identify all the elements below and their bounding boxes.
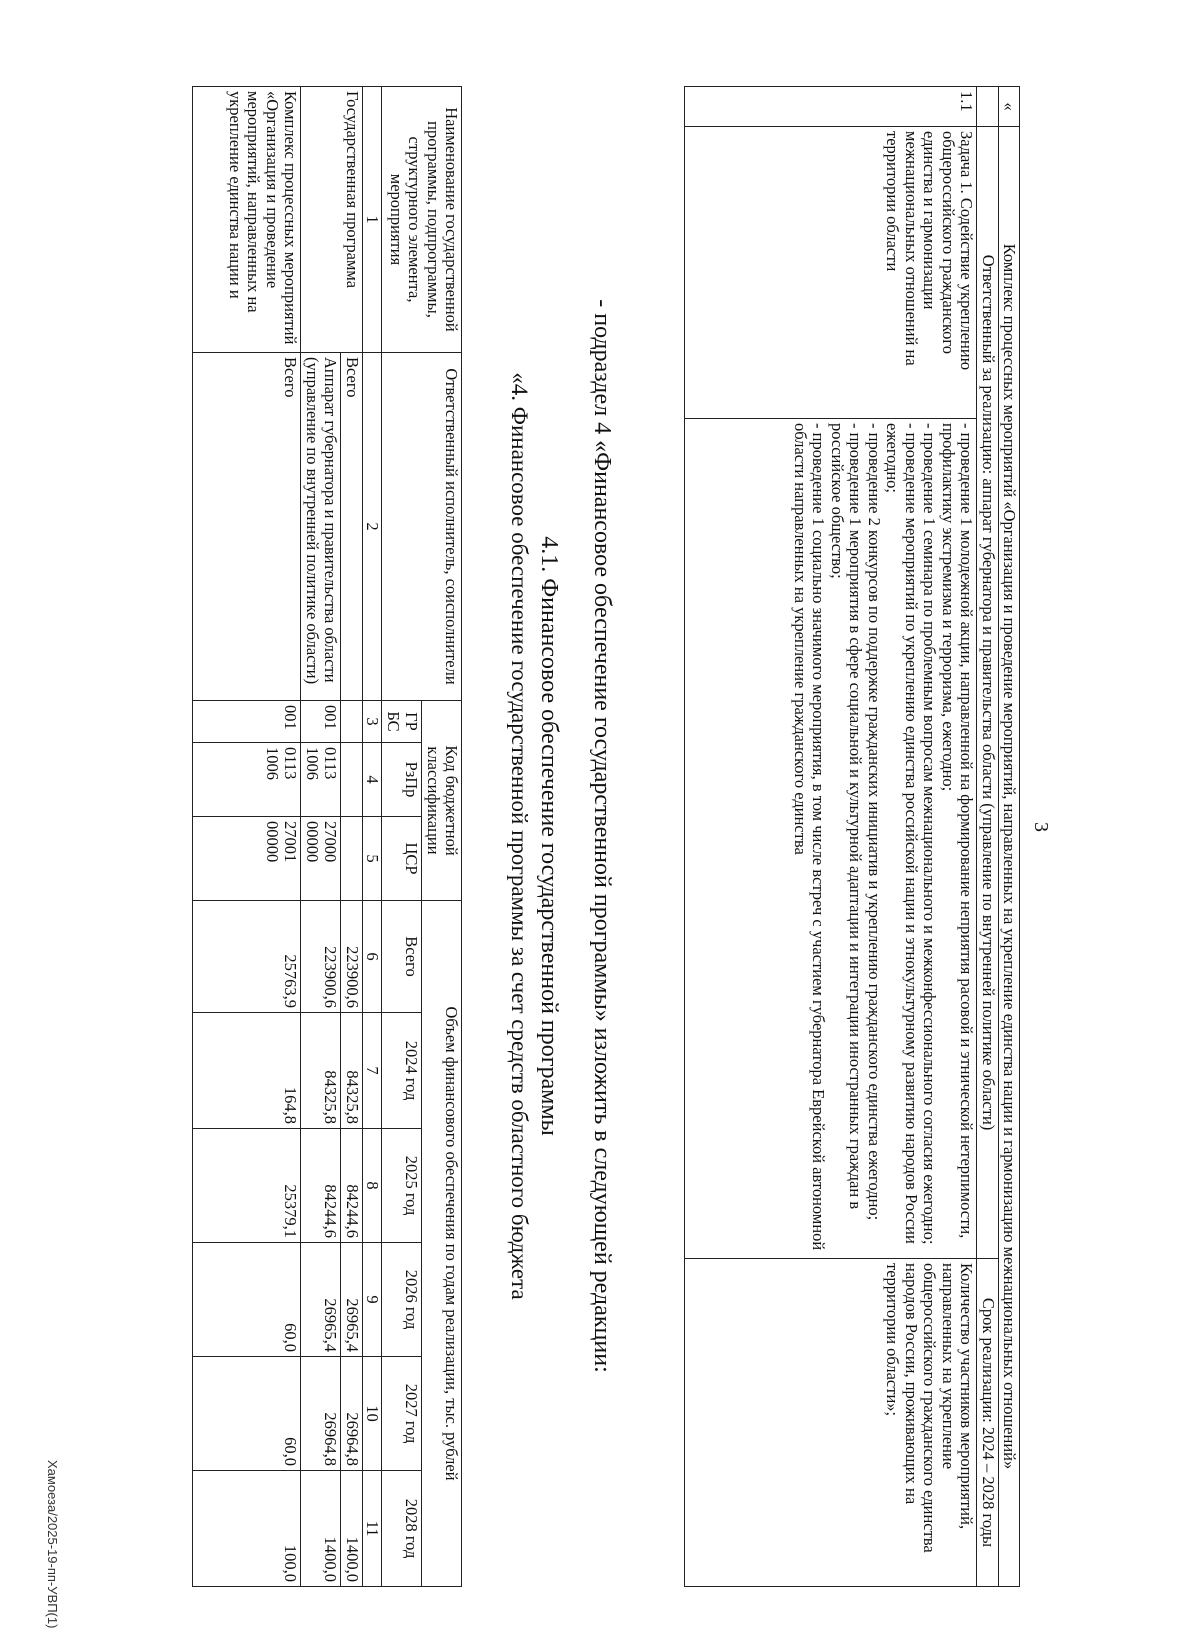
row-grbs: 001 — [193, 701, 301, 743]
row-2028: 100,0 — [193, 1471, 301, 1587]
row-rzpr — [341, 743, 362, 817]
column-number: 7 — [362, 1013, 381, 1129]
header-2024: 2024 год — [382, 1013, 422, 1129]
finance-table-title: «4. Финансовое обеспечение государственной программы за счет средств областного бюджета — [507, 372, 532, 1300]
header-name: Наименование государственной программы, подпрограммы, структурного элемента, мероприятия — [382, 87, 462, 353]
row-2024: 84325,8 — [301, 1013, 341, 1129]
header-2028: 2028 год — [382, 1471, 422, 1587]
table-row — [341, 87, 362, 1587]
task-table-responsible-row — [977, 87, 998, 1587]
row-grbs: 001 — [301, 701, 341, 743]
row-csr: 27001 00000 — [193, 817, 301, 901]
header-rzpr: РзПр — [382, 743, 422, 817]
row-2024: 84325,8 — [341, 1013, 362, 1129]
header-grbs: ГР БС — [382, 701, 422, 743]
result-item: - проведение 1 молодежной акции, направленной на формирование неприятия расовой и этнической нетерпимости, профилактику экстремизма и терроризма, ежегодно; — [938, 423, 977, 1239]
column-number: 10 — [362, 1357, 381, 1471]
header-budget-code: Код бюджетной классификации — [422, 701, 462, 901]
column-number: 3 — [362, 701, 381, 743]
row-executor: Всего — [193, 353, 301, 701]
result-item: - проведение 1 семинара по проблемным вопросам межнационального и межконфессионального согласия ежегодно; — [920, 423, 940, 1245]
row-number: 1.1 — [685, 87, 977, 127]
row-total: 25763,9 — [193, 901, 301, 1013]
row-csr: 27000 00000 — [301, 817, 341, 901]
header-total: Всего — [382, 901, 422, 1013]
row-csr — [341, 817, 362, 901]
row-2026: 26965,4 — [301, 1243, 341, 1357]
row-2025: 25379,1 — [193, 1129, 301, 1243]
page-number: 3 — [1030, 822, 1052, 832]
column-number: 8 — [362, 1129, 381, 1243]
column-number: 2 — [362, 353, 381, 701]
column-number: 5 — [362, 817, 381, 901]
column-number: 9 — [362, 1243, 381, 1357]
row-total: 223900,6 — [341, 901, 362, 1013]
row-name: Комплекс процессных мероприятий «Организация и проведение мероприятий, направленных на укрепление единства нации и — [193, 87, 301, 353]
result-item: - проведение 2 конкурсов по поддержке гражданских инициатив и укреплению гражданского единства ежегодно; — [864, 423, 884, 1221]
header-2027: 2027 год — [382, 1357, 422, 1471]
row-2027: 26964,8 — [301, 1357, 341, 1471]
row-2025: 84244,6 — [341, 1129, 362, 1243]
row-executor: Всего — [341, 353, 362, 701]
row-2026: 60,0 — [193, 1243, 301, 1357]
subsection-heading: - подраздел 4 «Финансовое обеспечение государственной программы» изложить в следующей редакции: — [589, 299, 615, 1373]
responsible-line: Ответственный за реализацию: аппарат губернатора и правительства области (управление по внутренней политике области) — [977, 127, 998, 1259]
row-2027: 60,0 — [193, 1357, 301, 1471]
column-number: 1 — [362, 87, 381, 353]
row-2028: 1400,0 — [341, 1471, 362, 1587]
task-table-title-row — [998, 87, 1019, 1587]
header-volume: Объем финансового обеспечения по годам реализации, тыс. рублей — [422, 901, 462, 1587]
result-item: - проведение мероприятий по укреплению единства российской нации и этнокультурному развитию народов России ежегодно; — [883, 423, 921, 1244]
row-2025: 84244,6 — [301, 1129, 341, 1243]
quote-mark: « — [998, 87, 1019, 127]
result-item: - проведение 1 социально значимого мероприятия, в том числе встреч с участием губернатора Еврейской автономной области направленных на укрепление гражданского единства — [790, 423, 829, 1251]
row-rzpr: 0113 1006 — [301, 743, 341, 817]
column-number: 4 — [362, 743, 381, 817]
column-number-row — [362, 87, 381, 1587]
task-text: Задача 1. Содействие укреплению общероссийского гражданского единства и гармонизации межнациональных отношений на территории области — [685, 127, 977, 419]
term-line: Срок реализации: 2024 – 2028 годы — [977, 1259, 998, 1587]
header-2026: 2026 год — [382, 1243, 422, 1357]
row-2024: 164,8 — [193, 1013, 301, 1129]
footer-code: Хамоеза/2025-19-пп-УВП(1) — [45, 1460, 60, 1629]
row-2028: 1400,0 — [301, 1471, 341, 1587]
indicator-text: Количество участников мероприятий, направленных на укрепление общероссийского гражданского единства народов России, проживающих на территории области»; — [685, 1259, 977, 1587]
task-row — [685, 87, 977, 1587]
column-number: 6 — [362, 901, 381, 1013]
row-2027: 26964,8 — [341, 1357, 362, 1471]
empty-cell — [977, 87, 998, 127]
row-rzpr: 0113 1006 — [193, 743, 301, 817]
row-total: 223900,6 — [301, 901, 341, 1013]
row-executor: Аппарат губернатора и правительства области (управление по внутренней политике области) — [301, 353, 341, 701]
row-2026: 26965,4 — [341, 1243, 362, 1357]
header-csr: ЦСР — [382, 817, 422, 901]
finance-table — [192, 86, 462, 1587]
result-item: - проведение 1 мероприятия в сфере социальной и культурной адаптации и интеграции иностранных граждан в российское общество; — [827, 423, 866, 1210]
complex-title: Комплекс процессных мероприятий «Организация и проведение мероприятий, направленных на укрепление единства нации и гармонизацию межнациональных отношений» — [998, 127, 1019, 1587]
row-grbs — [341, 701, 362, 743]
results-cell — [685, 419, 977, 1259]
row-name: Государственная программа — [301, 87, 362, 353]
column-number: 11 — [362, 1471, 381, 1587]
header-2025: 2025 год — [382, 1129, 422, 1243]
section-41-heading: 4.1. Финансовое обеспечение государственной программы — [536, 536, 562, 1136]
table-row — [193, 87, 301, 1587]
header-executor: Ответственный исполнитель, соисполнители — [382, 353, 462, 701]
task-table — [684, 86, 1020, 1587]
finance-header-row — [422, 87, 462, 1587]
